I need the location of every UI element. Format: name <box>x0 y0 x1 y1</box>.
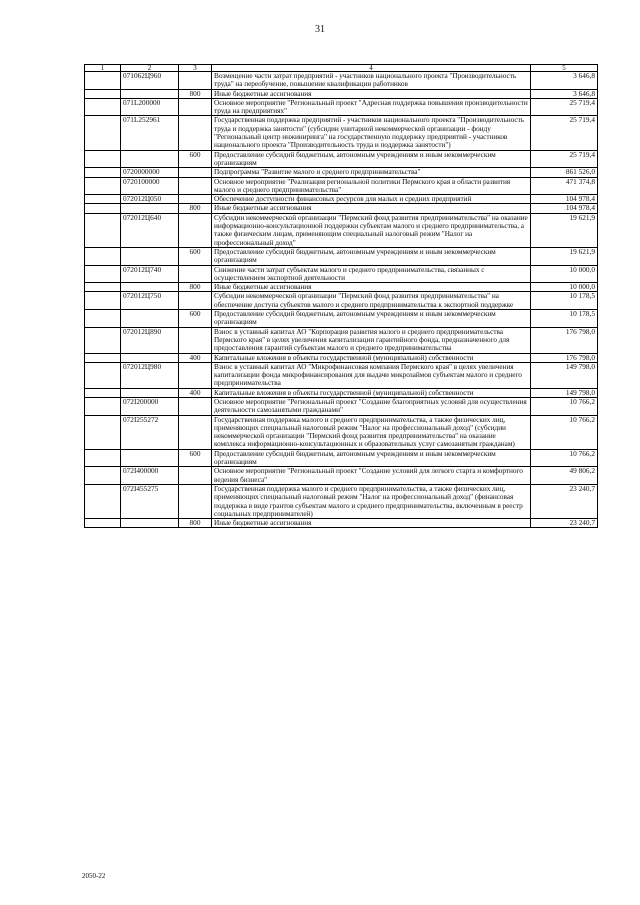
expense-type-cell <box>179 72 212 90</box>
table-row <box>85 415 598 449</box>
table-row <box>85 388 598 397</box>
description-cell: Государственная поддержка малого и среднего предпринимательства, а также физических лиц, применяющих специальный налоговый режим "Налог на профессиональный доход" (субсидии некоммерческой организации "Пермский фонд развития предпринимательства" на оказание комплекса информационно-консультационных и образовательных услуг самозанятым гражданам) <box>212 415 531 449</box>
classifier-code-cell: 072012Ц740 <box>121 265 179 283</box>
description-cell: Обеспечение доступности финансовых ресурсов для малых и средних предприятий <box>212 195 531 204</box>
table-row <box>85 247 598 265</box>
amount-cell: 25 719,4 <box>531 150 598 168</box>
classifier-code-cell <box>121 283 179 292</box>
empty-cell <box>85 150 121 168</box>
table-row <box>85 283 598 292</box>
amount-cell: 861 526,0 <box>531 168 598 177</box>
description-cell: Государственная поддержка малого и среднего предпринимательства, а также физических лиц, применяющих специальный налоговый режим "Налог на профессиональный доход" (финансовая поддержка в виде грантов субъектам малого и среднего предпринимательства, включенным в реестр социальных предпринимателей) <box>212 484 531 518</box>
expense-type-cell <box>179 292 212 310</box>
header-col-2: 2 <box>121 65 179 72</box>
expense-type-cell <box>179 213 212 247</box>
header-col-1: 1 <box>85 65 121 72</box>
table-row <box>85 519 598 528</box>
document-code: 2050-22 <box>82 872 106 880</box>
table-row <box>85 72 598 90</box>
amount-cell: 149 798,0 <box>531 388 598 397</box>
classifier-code-cell: 072012Ц050 <box>121 195 179 204</box>
classifier-code-cell <box>121 388 179 397</box>
table-row <box>85 89 598 98</box>
header-col-4: 4 <box>212 65 531 72</box>
empty-cell <box>85 292 121 310</box>
description-cell: Иные бюджетные ассигнования <box>212 283 531 292</box>
expense-type-cell <box>179 195 212 204</box>
empty-cell <box>85 327 121 353</box>
expense-type-cell <box>179 177 212 195</box>
amount-cell: 471 374,8 <box>531 177 598 195</box>
amount-cell: 176 798,0 <box>531 353 598 362</box>
description-cell: Основное мероприятие "Региональный проект "Создание благоприятных условий для осуществления деятельности самозанятыми гражданами" <box>212 397 531 415</box>
amount-cell: 23 240,7 <box>531 484 598 518</box>
empty-cell <box>85 519 121 528</box>
amount-cell: 3 646,8 <box>531 89 598 98</box>
empty-cell <box>85 177 121 195</box>
classifier-code-cell <box>121 89 179 98</box>
table-header-row <box>85 65 598 72</box>
description-cell: Государственная поддержка предприятий - участников национального проекта "Производительность труда и поддержка занятости" (субсидии унитарной некоммерческой организации - фонду "Региональный центр инжиниринга" на государственную поддержку предприятий - участников национального проекта "Производительность труда и поддержка занятости") <box>212 116 531 150</box>
classifier-code-cell: 071062Ц960 <box>121 72 179 90</box>
classifier-code-cell <box>121 353 179 362</box>
empty-cell <box>85 415 121 449</box>
empty-cell <box>85 484 121 518</box>
description-cell: Предоставление субсидий бюджетным, автономным учреждениям и иным некоммерческим организациям <box>212 310 531 328</box>
empty-cell <box>85 265 121 283</box>
classifier-code-cell <box>121 150 179 168</box>
expense-type-cell <box>179 484 212 518</box>
header-col-3: 3 <box>179 65 212 72</box>
expense-type-cell <box>179 265 212 283</box>
expense-type-cell <box>179 467 212 485</box>
amount-cell: 19 621,9 <box>531 247 598 265</box>
description-cell: Иные бюджетные ассигнования <box>212 519 531 528</box>
amount-cell: 19 621,9 <box>531 213 598 247</box>
empty-cell <box>85 89 121 98</box>
expense-type-cell <box>179 327 212 353</box>
description-cell: Основное мероприятие "Региональный проект "Адресная поддержка повышения производительности труда на предприятиях" <box>212 98 531 116</box>
page-number: 31 <box>315 24 325 35</box>
description-cell: Предоставление субсидий бюджетным, автономным учреждениям и иным некоммерческим организациям <box>212 150 531 168</box>
table-row <box>85 397 598 415</box>
empty-cell <box>85 449 121 467</box>
description-cell: Взнос в уставный капитал АО "Микрофинансовая компания Пермского края" в целях увеличения капитализации фонда микрофинансирования для выдачи микрозаймов субъектам малого и среднего предпринимательства <box>212 362 531 388</box>
empty-cell <box>85 362 121 388</box>
expense-type-cell <box>179 415 212 449</box>
table-row <box>85 168 598 177</box>
expense-type-cell: 600 <box>179 150 212 168</box>
amount-cell: 104 978,4 <box>531 195 598 204</box>
description-cell: Капитальные вложения в объекты государственной (муниципальной) собственности <box>212 388 531 397</box>
table-row <box>85 98 598 116</box>
classifier-code-cell: 072I400000 <box>121 467 179 485</box>
description-cell: Субсидии некоммерческой организации "Пермский фонд развития предпринимательства" на оказание информационно-консультационной поддержки субъектам малого и среднего предпринимательства, а также физическим лицам, применяющим специальный налоговый режим "Налог на профессиональный доход" <box>212 213 531 247</box>
classifier-code-cell: 072I200000 <box>121 397 179 415</box>
classifier-code-cell: 071L200000 <box>121 98 179 116</box>
table-row <box>85 292 598 310</box>
table-row <box>85 116 598 150</box>
description-cell: Предоставление субсидий бюджетным, автономным учреждениям и иным некоммерческим организациям <box>212 449 531 467</box>
empty-cell <box>85 388 121 397</box>
empty-cell <box>85 195 121 204</box>
classifier-code-cell: 072012Ц890 <box>121 327 179 353</box>
empty-cell <box>85 116 121 150</box>
empty-cell <box>85 168 121 177</box>
amount-cell: 10 178,5 <box>531 292 598 310</box>
table-row <box>85 310 598 328</box>
classifier-code-cell: 072012Ц980 <box>121 362 179 388</box>
classifier-code-cell: 072I455275 <box>121 484 179 518</box>
expense-type-cell: 800 <box>179 204 212 213</box>
amount-cell: 10 766,2 <box>531 415 598 449</box>
description-cell: Иные бюджетные ассигнования <box>212 204 531 213</box>
header-col-5: 5 <box>531 65 598 72</box>
amount-cell: 3 646,8 <box>531 72 598 90</box>
table-row <box>85 362 598 388</box>
classifier-code-cell: 0720100000 <box>121 177 179 195</box>
classifier-code-cell: 071L252961 <box>121 116 179 150</box>
amount-cell: 10 766,2 <box>531 397 598 415</box>
classifier-code-cell <box>121 519 179 528</box>
classifier-code-cell <box>121 247 179 265</box>
description-cell: Возмещение части затрат предприятий - участников национального проекта "Производительность труда" на переобучение, повышение квалификации работников <box>212 72 531 90</box>
description-cell: Подпрограмма "Развитие малого и среднего предпринимательства" <box>212 168 531 177</box>
table-row <box>85 204 598 213</box>
expense-type-cell <box>179 116 212 150</box>
budget-table <box>84 64 598 528</box>
expense-type-cell <box>179 362 212 388</box>
empty-cell <box>85 98 121 116</box>
expense-type-cell: 400 <box>179 353 212 362</box>
expense-type-cell: 800 <box>179 89 212 98</box>
table-row <box>85 467 598 485</box>
empty-cell <box>85 467 121 485</box>
table-row <box>85 449 598 467</box>
classifier-code-cell <box>121 204 179 213</box>
description-cell: Иные бюджетные ассигнования <box>212 89 531 98</box>
amount-cell: 149 798,0 <box>531 362 598 388</box>
amount-cell: 49 806,2 <box>531 467 598 485</box>
table-row <box>85 150 598 168</box>
amount-cell: 104 978,4 <box>531 204 598 213</box>
expense-type-cell: 800 <box>179 519 212 528</box>
classifier-code-cell <box>121 449 179 467</box>
classifier-code-cell: 0720000000 <box>121 168 179 177</box>
empty-cell <box>85 72 121 90</box>
classifier-code-cell: 072I255272 <box>121 415 179 449</box>
amount-cell: 176 798,0 <box>531 327 598 353</box>
expense-type-cell: 400 <box>179 388 212 397</box>
description-cell: Взнос в уставный капитал АО "Корпорация развития малого и среднего предпринимательства Пермского края" в целях увеличения капитализации гарантийного фонда, предназначенного для предоставления гарантий субъектам малого и среднего предпринимательства <box>212 327 531 353</box>
table-row <box>85 353 598 362</box>
table-row <box>85 265 598 283</box>
description-cell: Субсидии некоммерческой организации "Пермский фонд развития предпринимательства" на обеспечение доступа субъектов малого и среднего предпринимательства к экспортной поддержке <box>212 292 531 310</box>
empty-cell <box>85 353 121 362</box>
description-cell: Капитальные вложения в объекты государственной (муниципальной) собственности <box>212 353 531 362</box>
expense-type-cell: 800 <box>179 283 212 292</box>
empty-cell <box>85 213 121 247</box>
table-row <box>85 195 598 204</box>
table-row <box>85 177 598 195</box>
classifier-code-cell <box>121 310 179 328</box>
classifier-code-cell: 072012Ц640 <box>121 213 179 247</box>
expense-type-cell: 600 <box>179 310 212 328</box>
expense-type-cell <box>179 397 212 415</box>
empty-cell <box>85 247 121 265</box>
description-cell: Основное мероприятие "Реализация региональной политики Пермского края в области развития малого и среднего предпринимательства" <box>212 177 531 195</box>
classifier-code-cell: 072012Ц750 <box>121 292 179 310</box>
amount-cell: 23 240,7 <box>531 519 598 528</box>
description-cell: Предоставление субсидий бюджетным, автономным учреждениям и иным некоммерческим организациям <box>212 247 531 265</box>
table-row <box>85 327 598 353</box>
amount-cell: 25 719,4 <box>531 98 598 116</box>
amount-cell: 10 000,0 <box>531 283 598 292</box>
empty-cell <box>85 283 121 292</box>
amount-cell: 10 000,0 <box>531 265 598 283</box>
amount-cell: 10 178,5 <box>531 310 598 328</box>
description-cell: Основное мероприятие "Региональный проект "Создание условий для легкого старта и комфортного ведения бизнеса" <box>212 467 531 485</box>
empty-cell <box>85 310 121 328</box>
empty-cell <box>85 397 121 415</box>
description-cell: Снижение части затрат субъектам малого и среднего предпринимательства, связанных с осуществлением экспортной деятельности <box>212 265 531 283</box>
expense-type-cell <box>179 98 212 116</box>
amount-cell: 25 719,4 <box>531 116 598 150</box>
expense-type-cell: 600 <box>179 449 212 467</box>
expense-type-cell: 600 <box>179 247 212 265</box>
table-row <box>85 213 598 247</box>
expense-type-cell <box>179 168 212 177</box>
amount-cell: 10 766,2 <box>531 449 598 467</box>
table-row <box>85 484 598 518</box>
empty-cell <box>85 204 121 213</box>
